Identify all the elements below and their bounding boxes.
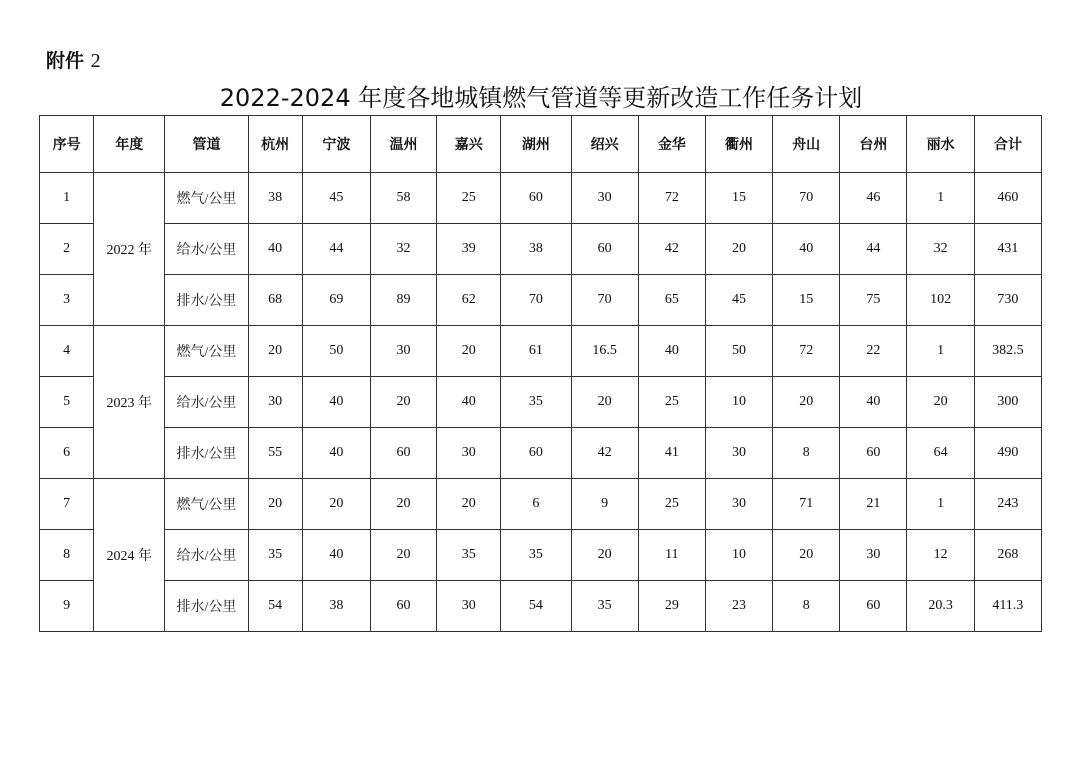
table-row xyxy=(40,224,1042,275)
value-cell: 25 xyxy=(638,479,705,530)
value-cell: 20 xyxy=(302,479,370,530)
value-cell: 72 xyxy=(773,326,840,377)
attachment-label xyxy=(46,46,101,73)
value-cell: 20 xyxy=(370,479,436,530)
value-cell: 30 xyxy=(571,173,638,224)
value-cell: 41 xyxy=(638,428,705,479)
value-cell: 44 xyxy=(840,224,907,275)
header-cell: 管道 xyxy=(165,116,248,173)
value-cell: 45 xyxy=(705,275,772,326)
value-cell: 44 xyxy=(302,224,370,275)
value-cell: 89 xyxy=(370,275,436,326)
value-cell: 102 xyxy=(907,275,974,326)
year-cell: 2024 年 xyxy=(94,479,165,632)
seq-cell: 7 xyxy=(40,479,94,530)
seq-cell: 3 xyxy=(40,275,94,326)
value-cell: 40 xyxy=(248,224,302,275)
value-cell: 60 xyxy=(840,428,907,479)
header-cell: 合计 xyxy=(974,116,1041,173)
value-cell: 30 xyxy=(705,479,772,530)
value-cell: 71 xyxy=(773,479,840,530)
header-cell: 舟山 xyxy=(773,116,840,173)
value-cell: 50 xyxy=(302,326,370,377)
table-row xyxy=(40,173,1042,224)
total-cell: 411.3 xyxy=(974,581,1041,632)
header-cell: 丽水 xyxy=(907,116,974,173)
value-cell: 20 xyxy=(248,479,302,530)
value-cell: 54 xyxy=(501,581,571,632)
table-row xyxy=(40,428,1042,479)
value-cell: 46 xyxy=(840,173,907,224)
document-title: 2022-2024 年度各地城镇燃气管道等更新改造工作任务计划 xyxy=(219,84,863,112)
value-cell: 42 xyxy=(638,224,705,275)
value-cell: 64 xyxy=(907,428,974,479)
value-cell: 8 xyxy=(773,581,840,632)
value-cell: 35 xyxy=(571,581,638,632)
value-cell: 25 xyxy=(437,173,501,224)
value-cell: 39 xyxy=(437,224,501,275)
header-cell: 湖州 xyxy=(501,116,571,173)
pipe-type-cell: 给水/公里 xyxy=(165,224,248,275)
value-cell: 20 xyxy=(437,326,501,377)
table-row xyxy=(40,530,1042,581)
value-cell: 30 xyxy=(437,581,501,632)
header-row xyxy=(40,116,1042,173)
total-cell: 460 xyxy=(974,173,1041,224)
total-cell: 268 xyxy=(974,530,1041,581)
value-cell: 30 xyxy=(370,326,436,377)
value-cell: 29 xyxy=(638,581,705,632)
table-row xyxy=(40,275,1042,326)
value-cell: 70 xyxy=(571,275,638,326)
header-cell: 序号 xyxy=(40,116,94,173)
value-cell: 40 xyxy=(302,530,370,581)
header-cell: 金华 xyxy=(638,116,705,173)
value-cell: 72 xyxy=(638,173,705,224)
value-cell: 30 xyxy=(248,377,302,428)
value-cell: 20 xyxy=(437,479,501,530)
value-cell: 15 xyxy=(773,275,840,326)
value-cell: 23 xyxy=(705,581,772,632)
value-cell: 62 xyxy=(437,275,501,326)
pipe-type-cell: 排水/公里 xyxy=(165,428,248,479)
value-cell: 60 xyxy=(370,581,436,632)
total-cell: 431 xyxy=(974,224,1041,275)
total-cell: 490 xyxy=(974,428,1041,479)
value-cell: 35 xyxy=(248,530,302,581)
value-cell: 60 xyxy=(501,428,571,479)
pipe-type-cell: 燃气/公里 xyxy=(165,173,248,224)
table-row xyxy=(40,581,1042,632)
value-cell: 40 xyxy=(638,326,705,377)
header-cell: 温州 xyxy=(370,116,436,173)
value-cell: 40 xyxy=(773,224,840,275)
value-cell: 38 xyxy=(501,224,571,275)
value-cell: 35 xyxy=(437,530,501,581)
header-cell: 杭州 xyxy=(248,116,302,173)
value-cell: 20 xyxy=(705,224,772,275)
value-cell: 69 xyxy=(302,275,370,326)
attachment-number: 2 xyxy=(90,50,101,72)
value-cell: 32 xyxy=(907,224,974,275)
value-cell: 20 xyxy=(907,377,974,428)
value-cell: 35 xyxy=(501,530,571,581)
value-cell: 1 xyxy=(907,326,974,377)
value-cell: 55 xyxy=(248,428,302,479)
value-cell: 20 xyxy=(571,377,638,428)
total-cell: 300 xyxy=(974,377,1041,428)
header-cell: 嘉兴 xyxy=(437,116,501,173)
value-cell: 30 xyxy=(437,428,501,479)
value-cell: 38 xyxy=(302,581,370,632)
value-cell: 60 xyxy=(501,173,571,224)
value-cell: 60 xyxy=(571,224,638,275)
value-cell: 22 xyxy=(840,326,907,377)
value-cell: 21 xyxy=(840,479,907,530)
table-body xyxy=(40,173,1042,632)
table-row xyxy=(40,377,1042,428)
plan-table xyxy=(39,115,1042,632)
value-cell: 42 xyxy=(571,428,638,479)
pipe-type-cell: 排水/公里 xyxy=(165,581,248,632)
header-cell: 衢州 xyxy=(705,116,772,173)
year-cell: 2023 年 xyxy=(94,326,165,479)
value-cell: 70 xyxy=(773,173,840,224)
value-cell: 1 xyxy=(907,479,974,530)
value-cell: 30 xyxy=(705,428,772,479)
value-cell: 1 xyxy=(907,173,974,224)
value-cell: 20 xyxy=(773,377,840,428)
value-cell: 68 xyxy=(248,275,302,326)
attachment-text: 附件 xyxy=(46,50,85,72)
table-row xyxy=(40,479,1042,530)
value-cell: 20.3 xyxy=(907,581,974,632)
seq-cell: 9 xyxy=(40,581,94,632)
pipe-type-cell: 给水/公里 xyxy=(165,530,248,581)
year-cell: 2022 年 xyxy=(94,173,165,326)
value-cell: 61 xyxy=(501,326,571,377)
header-cell: 台州 xyxy=(840,116,907,173)
value-cell: 16.5 xyxy=(571,326,638,377)
value-cell: 10 xyxy=(705,377,772,428)
value-cell: 10 xyxy=(705,530,772,581)
value-cell: 75 xyxy=(840,275,907,326)
seq-cell: 5 xyxy=(40,377,94,428)
value-cell: 30 xyxy=(840,530,907,581)
value-cell: 15 xyxy=(705,173,772,224)
value-cell: 9 xyxy=(571,479,638,530)
value-cell: 11 xyxy=(638,530,705,581)
value-cell: 40 xyxy=(302,377,370,428)
seq-cell: 2 xyxy=(40,224,94,275)
header-cell: 年度 xyxy=(94,116,165,173)
total-cell: 382.5 xyxy=(974,326,1041,377)
value-cell: 8 xyxy=(773,428,840,479)
seq-cell: 1 xyxy=(40,173,94,224)
seq-cell: 6 xyxy=(40,428,94,479)
value-cell: 20 xyxy=(773,530,840,581)
value-cell: 12 xyxy=(907,530,974,581)
value-cell: 58 xyxy=(370,173,436,224)
seq-cell: 4 xyxy=(40,326,94,377)
value-cell: 35 xyxy=(501,377,571,428)
value-cell: 40 xyxy=(437,377,501,428)
value-cell: 60 xyxy=(370,428,436,479)
pipe-type-cell: 给水/公里 xyxy=(165,377,248,428)
value-cell: 20 xyxy=(370,377,436,428)
value-cell: 6 xyxy=(501,479,571,530)
value-cell: 20 xyxy=(248,326,302,377)
value-cell: 45 xyxy=(302,173,370,224)
total-cell: 243 xyxy=(974,479,1041,530)
value-cell: 70 xyxy=(501,275,571,326)
value-cell: 50 xyxy=(705,326,772,377)
value-cell: 40 xyxy=(302,428,370,479)
pipe-type-cell: 燃气/公里 xyxy=(165,326,248,377)
value-cell: 65 xyxy=(638,275,705,326)
table-row xyxy=(40,326,1042,377)
value-cell: 20 xyxy=(370,530,436,581)
value-cell: 38 xyxy=(248,173,302,224)
total-cell: 730 xyxy=(974,275,1041,326)
pipe-type-cell: 燃气/公里 xyxy=(165,479,248,530)
header-cell: 绍兴 xyxy=(571,116,638,173)
value-cell: 20 xyxy=(571,530,638,581)
seq-cell: 8 xyxy=(40,530,94,581)
value-cell: 25 xyxy=(638,377,705,428)
header-cell: 宁波 xyxy=(302,116,370,173)
value-cell: 40 xyxy=(840,377,907,428)
value-cell: 32 xyxy=(370,224,436,275)
value-cell: 54 xyxy=(248,581,302,632)
value-cell: 60 xyxy=(840,581,907,632)
pipe-type-cell: 排水/公里 xyxy=(165,275,248,326)
